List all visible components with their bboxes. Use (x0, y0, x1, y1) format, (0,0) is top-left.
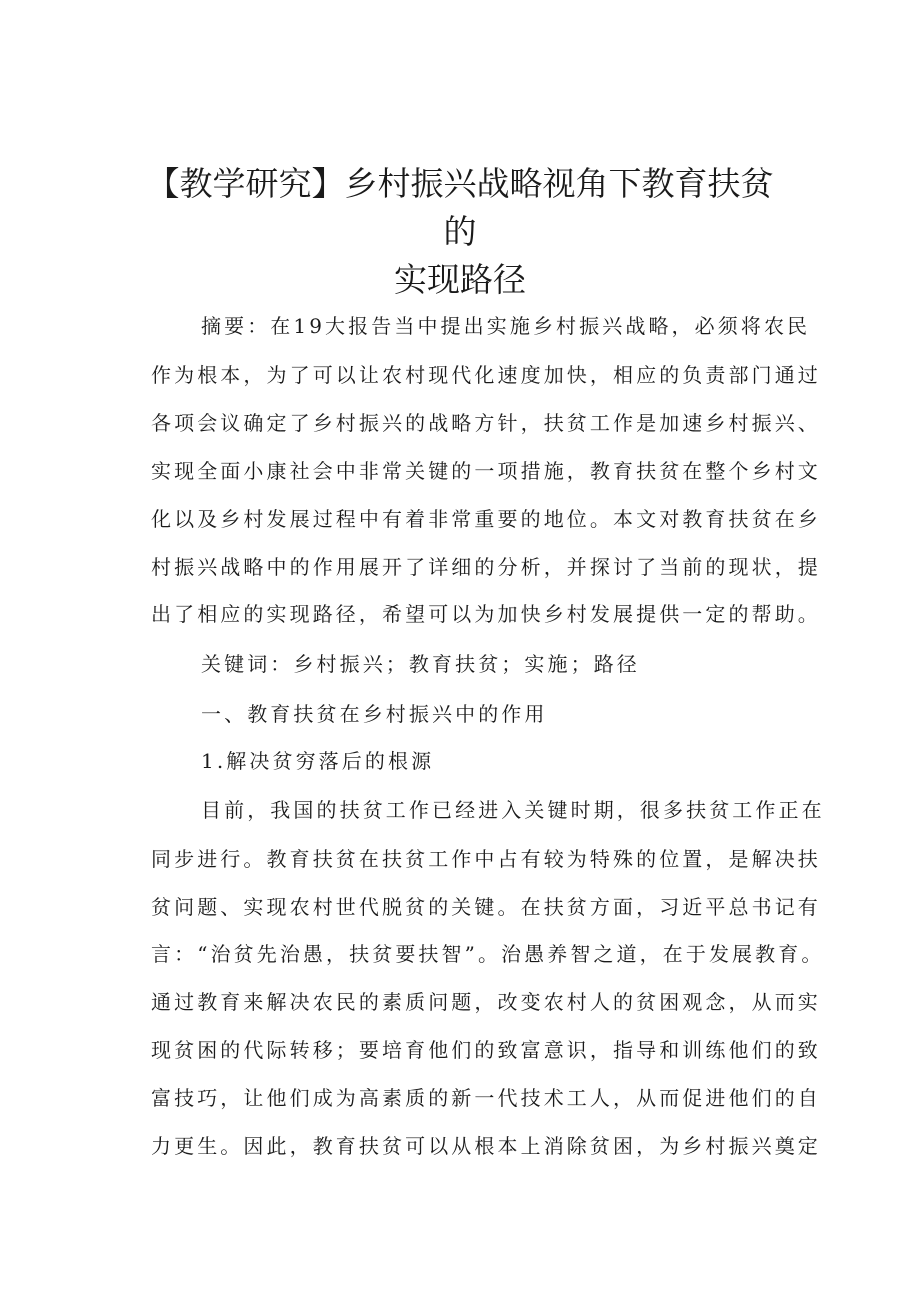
title-line-1: 【教学研究】乡村振兴战略视角下教育扶贫的 (146, 164, 774, 251)
title-line-2: 实现路径 (394, 260, 526, 299)
abstract-line: 作为根本，为了可以让农村现代化速度加快，相应的负责部门通过 (151, 363, 821, 387)
body-line: 通过教育来解决农民的素质问题，改变农村人的贫困观念，从而实 (151, 990, 821, 1014)
body-line: 贫问题、实现农村世代脱贫的关键。在扶贫方面，习近平总书记有 (151, 895, 821, 919)
body-line: 言：“治贫先治愚，扶贫要扶智”。治愚养智之道，在于发展教育。 (151, 942, 825, 966)
body-line: 力更生。因此，教育扶贫可以从根本上消除贫困，为乡村振兴奠定 (151, 1134, 821, 1158)
abstract-line: 出了相应的实现路径，希望可以为加快乡村发展提供一定的帮助。 (151, 602, 821, 626)
abstract-line: 各项会议确定了乡村振兴的战略方针，扶贫工作是加速乡村振兴、 (151, 411, 821, 435)
abstract-line: 摘要：在19大报告当中提出实施乡村振兴战略，必须将农民 (201, 314, 811, 338)
section-heading: 一、教育扶贫在乡村振兴中的作用 (201, 702, 548, 726)
document-title (140, 160, 780, 304)
body-line: 目前，我国的扶贫工作已经进入关键时期，很多扶贫工作正在 (201, 798, 825, 822)
body-line: 富技巧，让他们成为高素质的新一代技术工人，从而促进他们的自 (151, 1086, 821, 1110)
abstract-line: 化以及乡村发展过程中有着非常重要的地位。本文对教育扶贫在乡 (151, 507, 821, 531)
subsection-heading: 1.解决贫穷落后的根源 (201, 749, 435, 773)
keywords: 关键词：乡村振兴；教育扶贫；实施；路径 (201, 652, 640, 676)
abstract-line: 村振兴战略中的作用展开了详细的分析，并探讨了当前的现状，提 (151, 555, 821, 579)
abstract-line: 实现全面小康社会中非常关键的一项措施，教育扶贫在整个乡村文 (151, 459, 821, 483)
body-line: 现贫困的代际转移；要培育他们的致富意识，指导和训练他们的致 (151, 1038, 821, 1062)
body-line: 同步进行。教育扶贫在扶贫工作中占有较为特殊的位置，是解决扶 (151, 847, 821, 871)
